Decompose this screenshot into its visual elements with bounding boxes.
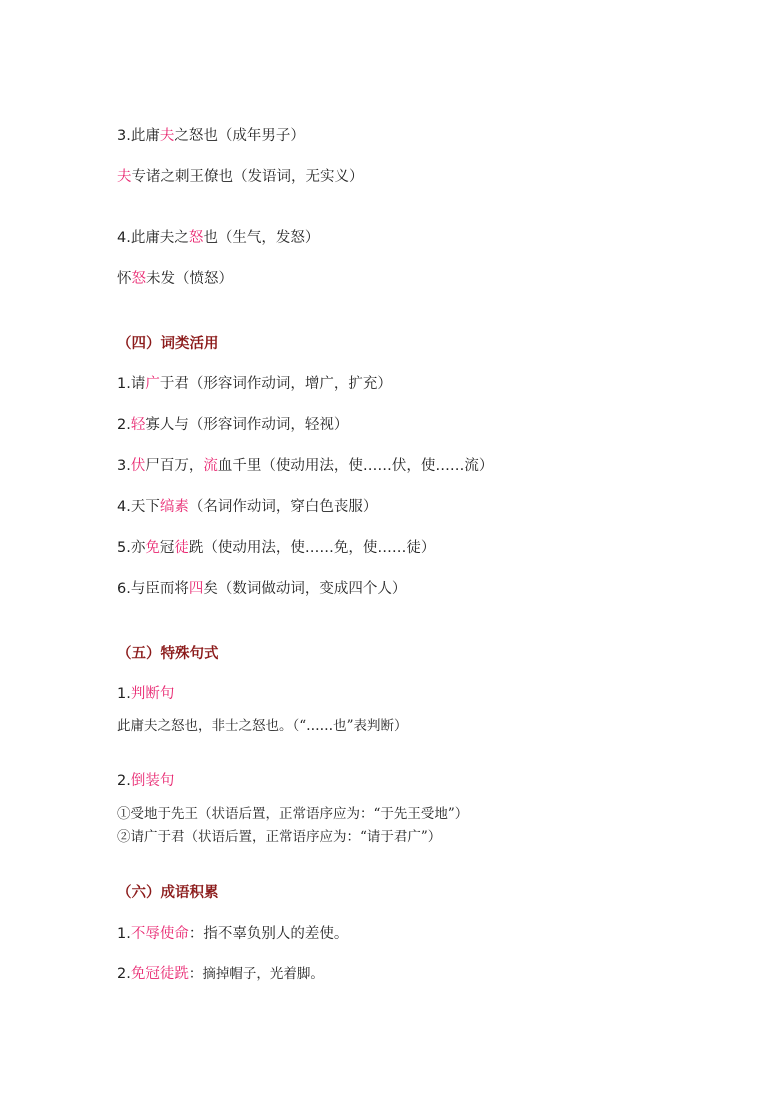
idiom-definition: ：摘掉帽子，光着脚。 (188, 966, 324, 982)
sub-number: 1. (117, 686, 131, 702)
idiom-word: 不辱使命 (130, 926, 189, 942)
entry-text: 6.与臣而将 (117, 581, 189, 597)
entry-text: 2. (117, 417, 131, 433)
word-class-item-1 (117, 374, 392, 394)
section-heading-5: （五）特殊句式 (117, 646, 219, 662)
entry-text: 5.亦 (117, 540, 146, 556)
word-class-item-5 (117, 538, 435, 558)
word-class-item-3 (117, 456, 493, 476)
entry-text: 尸百万， (145, 458, 204, 474)
entry-text: （名词作动词，穿白色丧服） (188, 499, 378, 515)
entry-4 (117, 228, 319, 248)
entry-text: 之怒也（成年男子） (174, 128, 305, 144)
idiom-item-1 (117, 924, 348, 944)
entry-text: 矣（数词做动词，变成四个人） (203, 581, 407, 597)
highlight-word: 流 (203, 458, 218, 474)
idiom-item-2 (117, 964, 324, 984)
entry-text: 于君（形容词作动词，增广，扩充） (159, 376, 392, 392)
entry-text: 3.此庸 (117, 128, 160, 144)
entry-text: 3. (117, 458, 131, 474)
sub-number: 1. (117, 926, 131, 942)
entry-text: 4.此庸夫之 (117, 230, 189, 246)
entry-text: 寡人与（形容词作动词，轻视） (145, 417, 349, 433)
highlight-word: 免 (145, 540, 160, 556)
judgment-example: 此庸夫之怒也，非士之怒也。（“……也”表判断） (117, 718, 408, 734)
highlight-word: 缟素 (159, 499, 189, 515)
highlight-word: 怒 (188, 230, 204, 246)
entry-text: 怀 (117, 271, 132, 287)
highlight-word: 广 (145, 376, 160, 392)
idiom-definition: ：指不辜负别人的差使。 (188, 926, 349, 942)
highlight-word: 四 (188, 581, 204, 597)
entry-text: 未发（愤怒） (146, 271, 233, 287)
entry-text: 4.天下 (117, 499, 160, 515)
entry-text: 1.请 (117, 376, 146, 392)
subheading-judgment (117, 684, 174, 704)
entry-text: 也（生气，发怒） (203, 230, 320, 246)
entry-text: 跣（使动用法，使……免，使……徒） (188, 540, 436, 556)
entry-text: 血千里（使动用法，使……伏，使……流） (217, 458, 494, 474)
word-class-item-2 (117, 415, 348, 435)
idiom-word: 免冠徒跣 (130, 966, 189, 982)
entry-4-example (117, 269, 233, 289)
inversion-example-1: ①受地于先王（状语后置，正常语序应为：“于先王受地”） (117, 806, 469, 822)
sub-number: 2. (117, 773, 131, 789)
highlight-word: 徒 (174, 540, 189, 556)
word-class-item-6 (117, 579, 406, 599)
word-class-item-4 (117, 497, 377, 517)
entry-text: 冠 (159, 540, 175, 556)
subheading-inversion (117, 771, 174, 791)
section-heading-6: （六）成语积累 (117, 885, 219, 901)
entry-text: 专诸之刺王僚也（发语词，无实义） (131, 169, 364, 185)
sub-number: 2. (117, 966, 131, 982)
highlight-word: 轻 (130, 417, 146, 433)
sub-label: 倒装句 (130, 773, 175, 789)
inversion-example-2: ②请广于君（状语后置，正常语序应为：“请于君广”） (117, 829, 442, 845)
entry-3-example (117, 167, 364, 187)
sub-label: 判断句 (130, 686, 175, 702)
section-heading-4: （四）词类活用 (117, 336, 219, 352)
entry-3 (117, 126, 305, 146)
highlight-word: 怒 (131, 271, 146, 287)
highlight-word: 伏 (130, 458, 146, 474)
highlight-word: 夫 (117, 169, 132, 185)
highlight-word: 夫 (159, 128, 175, 144)
